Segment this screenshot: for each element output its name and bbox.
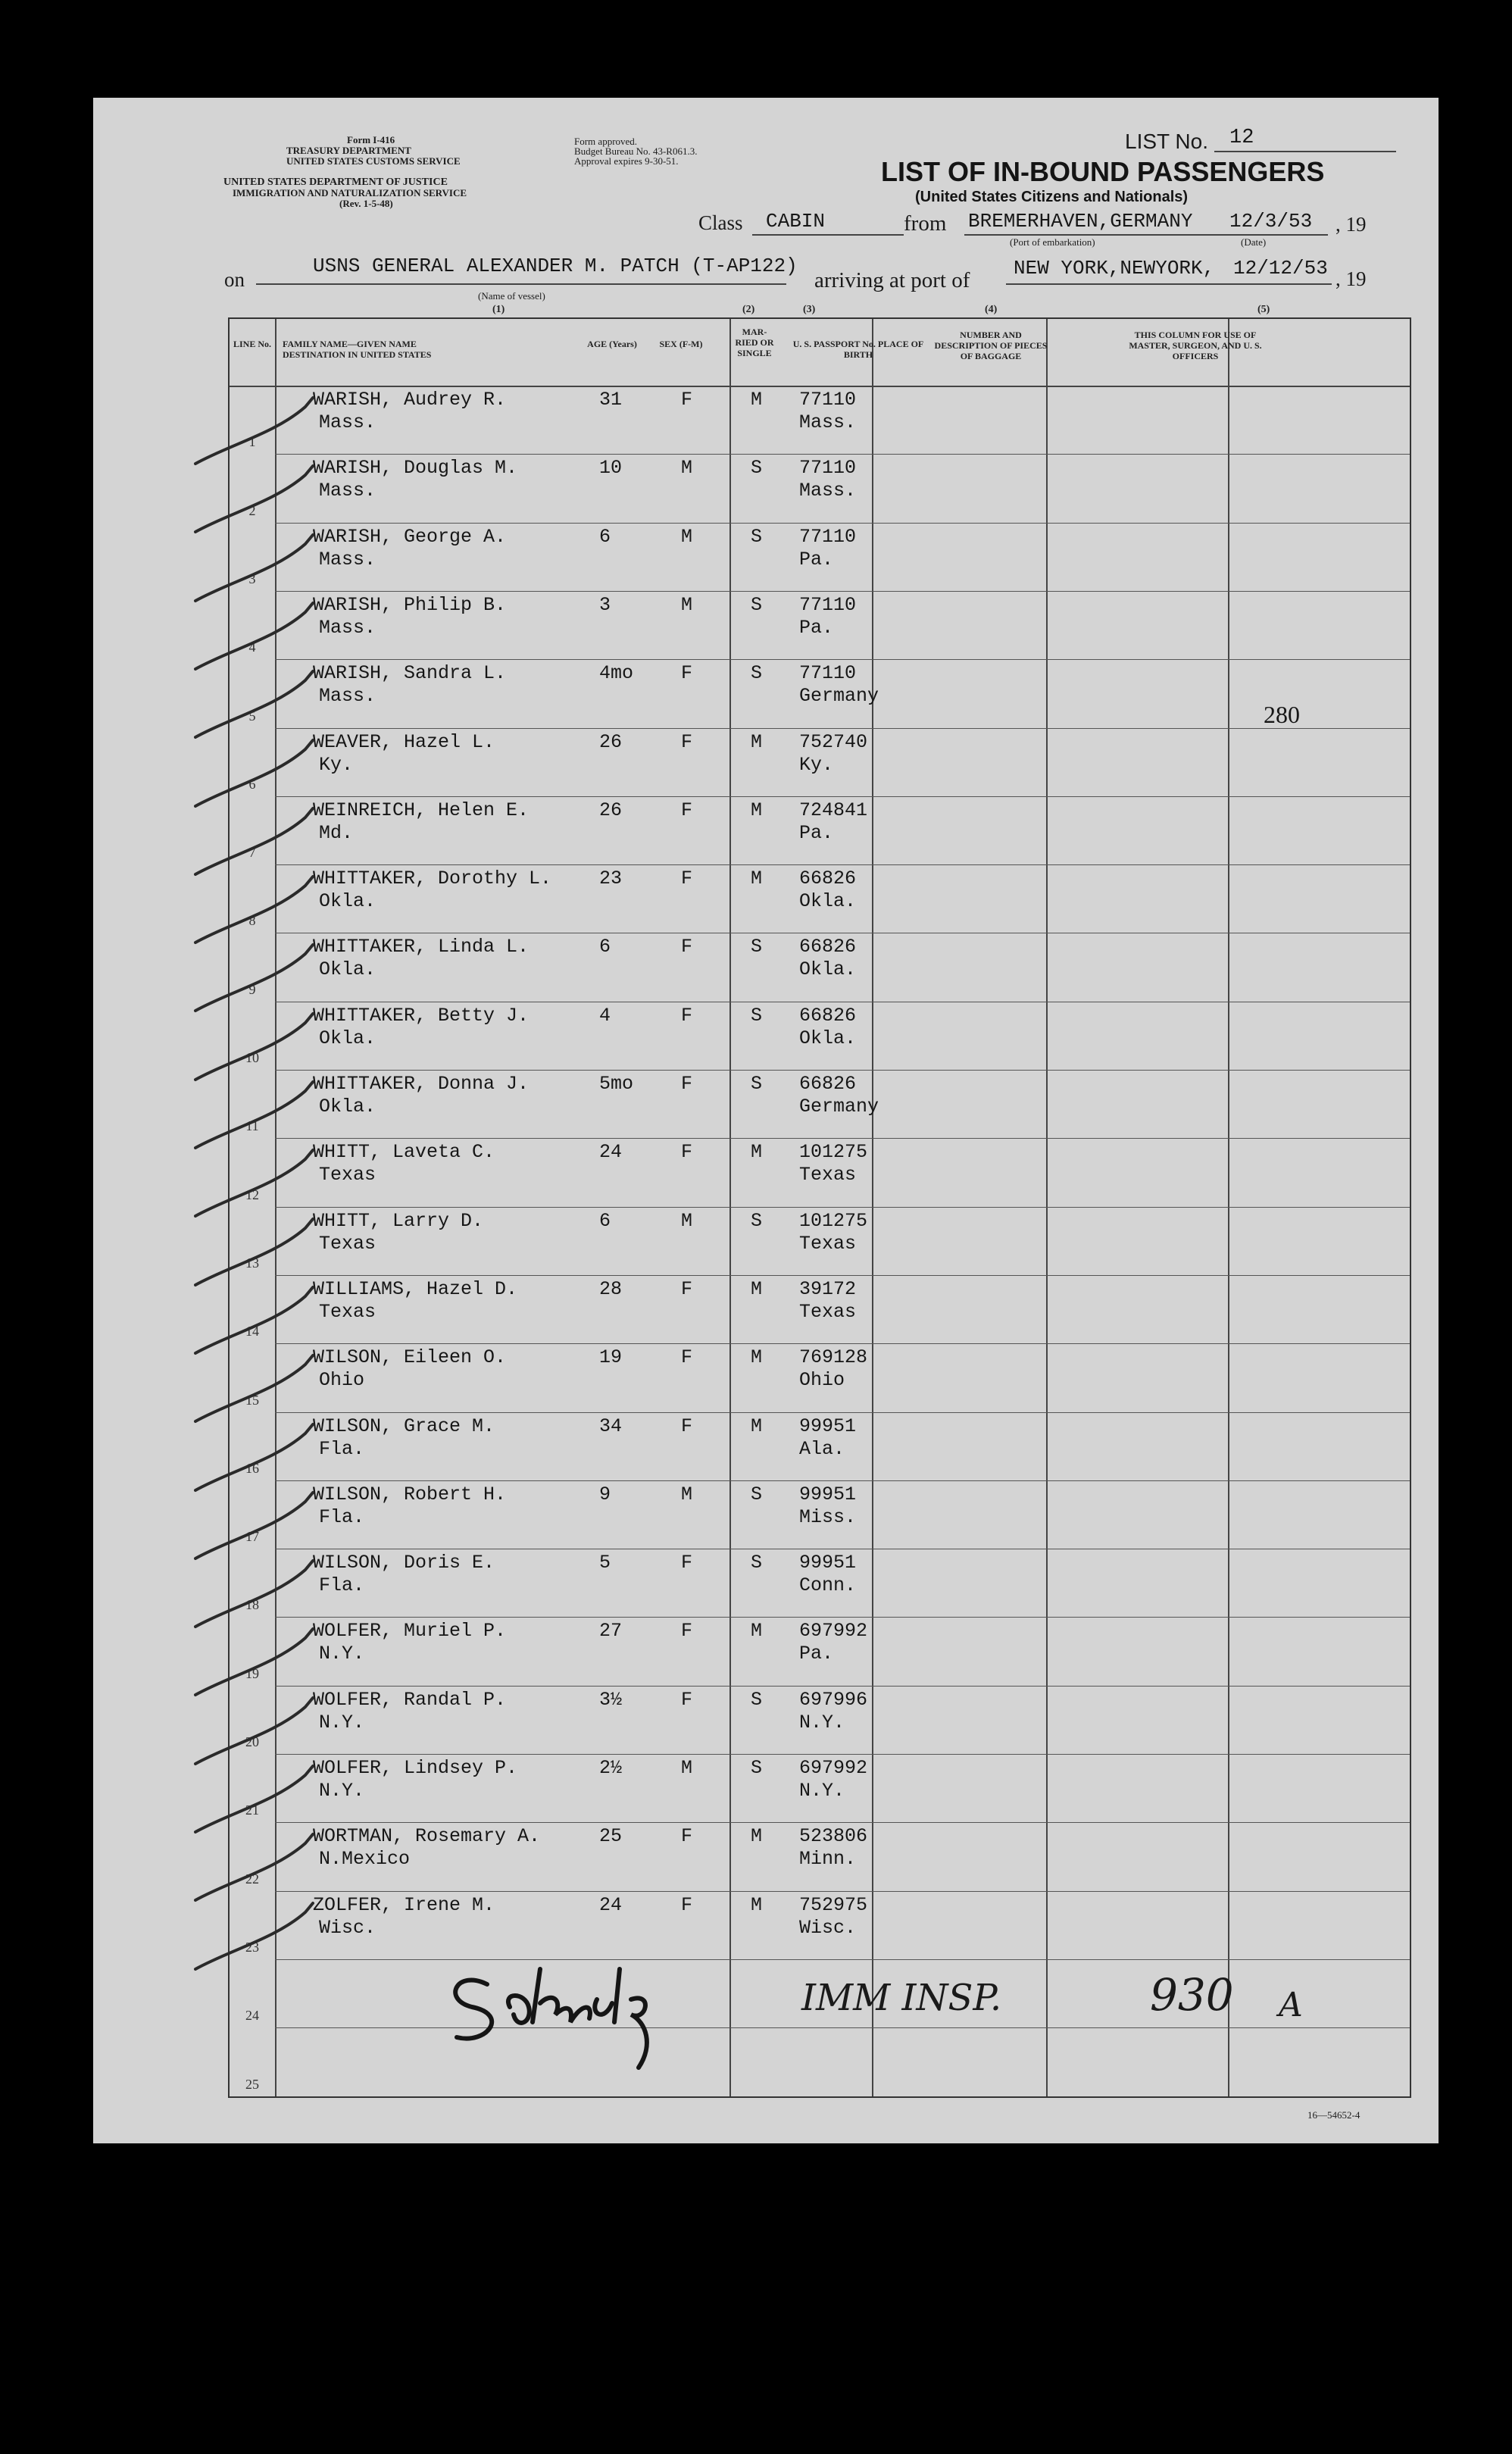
date-caption: (Date) [1241,236,1267,248]
passenger-age: 3½ [599,1688,623,1711]
passenger-age: 34 [599,1415,623,1437]
form-revision: (Rev. 1-5-48) [339,198,393,209]
passenger-age: 19 [599,1346,623,1369]
passenger-sex: F [681,1277,693,1300]
header-age: AGE (Years) [587,339,637,349]
passport-number: 697992 [799,1620,868,1643]
row-divider [275,1207,1410,1208]
inspector-note: IMM INSP. [801,1977,1002,2019]
row-divider [275,1412,1410,1413]
passenger-marital-status: M [751,1346,763,1369]
passenger-sex: M [681,525,693,548]
passenger-age: 6 [599,525,611,548]
row-divider [275,1343,1410,1344]
embarkation-port: BREMERHAVEN,GERMANY [968,210,1193,233]
class-underline [752,234,904,236]
passenger-age: 9 [599,1483,611,1505]
place-of-birth: N.Y. [799,1711,845,1733]
passenger-sex: F [681,1004,693,1027]
place-of-birth: Pa. [799,1643,834,1665]
row-divider [275,1138,1410,1139]
from-underline [964,234,1328,236]
passenger-sex: F [681,1825,693,1848]
passenger-destination: Mass. [319,480,376,502]
passport-number: 697992 [799,1757,868,1779]
place-of-birth: Ohio [799,1369,845,1392]
header-passport: U. S. PASSPORT No. PLACE OF BIRTH [792,339,924,360]
place-of-birth: Conn. [799,1574,857,1597]
passenger-name: WOLFER, Muriel P. [313,1620,507,1643]
passenger-destination: Okla. [319,890,376,913]
header-sex: SEX (F-M) [659,339,703,349]
row-divider [275,1617,1410,1618]
passenger-destination: N.Y. [319,1643,365,1665]
place-of-birth: Miss. [799,1505,857,1528]
line-number: 2 [248,502,256,518]
list-number-underline [1214,151,1396,152]
passenger-sex: F [681,662,693,685]
passenger-name: WHITTAKER, Betty J. [313,1004,530,1027]
passenger-name: WILSON, Doris E. [313,1552,495,1574]
passenger-marital-status: S [751,1757,763,1779]
line-number: 15 [245,1392,259,1408]
passenger-name: WHITTAKER, Dorothy L. [313,867,552,890]
passenger-destination: N.Mexico [319,1848,411,1871]
class-label: Class [698,211,743,234]
passenger-name: WILLIAMS, Hazel D. [313,1277,518,1300]
row-divider [275,1822,1410,1823]
line-number: 8 [248,913,256,929]
line-number: 7 [248,845,256,861]
agency-line: TREASURY DEPARTMENT [286,145,411,156]
passport-number: 99951 [799,1415,857,1437]
passport-number: 66826 [799,1004,857,1027]
column-number: (1) [492,304,505,315]
passenger-sex: F [681,1552,693,1574]
passport-number: 77110 [799,525,857,548]
passenger-name: WOLFER, Lindsey P. [313,1757,518,1779]
passenger-destination: Okla. [319,1096,376,1118]
passenger-destination: Texas [319,1300,376,1323]
passenger-destination: Okla. [319,1027,376,1049]
place-of-birth: Germany [799,685,879,708]
passenger-name: WOLFER, Randal P. [313,1688,507,1711]
passenger-marital-status: M [751,389,763,411]
line-number: 11 [245,1118,259,1134]
line-number: 4 [248,639,256,655]
place-of-birth: Mass. [799,411,857,433]
passenger-marital-status: S [751,1209,763,1232]
line-number: 18 [245,1597,259,1613]
passenger-destination: Mass. [319,616,376,639]
place-of-birth: Texas [799,1300,857,1323]
list-number: 12 [1229,127,1254,149]
passenger-name: WILSON, Robert H. [313,1483,507,1505]
port-caption: (Port of embarkation) [1010,236,1095,248]
passenger-destination: N.Y. [319,1780,365,1802]
passenger-marital-status: M [751,1141,763,1164]
header-baggage: NUMBER AND DESCRIPTION OF PIECES OF BAGGAGE [934,330,1048,361]
line-number: 19 [245,1665,259,1681]
passenger-marital-status: S [751,593,763,616]
line-number: 20 [245,1734,259,1749]
agency-line: IMMIGRATION AND NATURALIZATION SERVICE [233,187,467,199]
line-number: 5 [248,708,256,724]
passport-number: 77110 [799,593,857,616]
passenger-marital-status: S [751,936,763,958]
passenger-marital-status: M [751,1893,763,1916]
column-number: (4) [985,304,998,315]
passenger-age: 10 [599,457,623,480]
on-label: on [224,268,245,291]
line-number: 12 [245,1186,259,1202]
line-number: 22 [245,1871,259,1887]
page-subtitle: (United States Citizens and Nationals) [915,189,1189,205]
arrival-underline [1006,283,1332,285]
passenger-destination: Okla. [319,958,376,981]
passport-number: 769128 [799,1346,868,1369]
passenger-age: 6 [599,936,611,958]
place-of-birth: Wisc. [799,1916,857,1939]
passport-number: 697996 [799,1688,868,1711]
passenger-name: WEINREICH, Helen E. [313,799,530,821]
passenger-marital-status: M [751,1415,763,1437]
passenger-name: WARISH, Sandra L. [313,662,507,685]
passenger-name: WARISH, Audrey R. [313,389,507,411]
place-of-birth: Okla. [799,890,857,913]
place-of-birth: Pa. [799,616,834,639]
passenger-age: 26 [599,799,623,821]
passenger-sex: F [681,1620,693,1643]
passenger-age: 26 [599,730,623,753]
passenger-destination: Mass. [319,411,376,433]
place-of-birth: Minn. [799,1848,857,1871]
passenger-destination: Ohio [319,1369,365,1392]
passport-number: 101275 [799,1209,868,1232]
class-value: CABIN [766,210,826,233]
passenger-name: WILSON, Eileen O. [313,1346,507,1369]
passenger-table [228,317,1411,2098]
place-of-birth: Ky. [799,753,834,776]
passenger-destination: Md. [319,821,354,844]
row-divider [275,591,1410,592]
passport-number: 99951 [799,1483,857,1505]
stamp-number: 280 [1264,701,1300,728]
passenger-sex: F [681,1073,693,1095]
passenger-marital-status: S [751,1004,763,1027]
passport-number: 66826 [799,867,857,890]
place-of-birth: Texas [799,1164,857,1186]
place-of-birth: Pa. [799,821,834,844]
footer-code: 16—54652-4 [1307,2109,1360,2121]
passenger-sex: M [681,1757,693,1779]
passenger-name: WHITTAKER, Linda L. [313,936,530,958]
header-line-no: LINE No. [233,339,271,349]
passport-number: 77110 [799,389,857,411]
line-number: 14 [245,1324,259,1340]
passenger-name: WARISH, Philip B. [313,593,507,616]
passenger-sex: F [681,389,693,411]
passenger-name: WEAVER, Hazel L. [313,730,495,753]
passenger-name: WILSON, Grace M. [313,1415,495,1437]
arrival-port: NEW YORK,NEWYORK, [1014,257,1215,280]
place-of-birth: Pa. [799,548,834,571]
passenger-sex: M [681,593,693,616]
arrival-date: 12/12/53 [1233,257,1328,280]
approval-line: Budget Bureau No. 43-R061.3. [574,145,698,157]
passenger-marital-status: S [751,1073,763,1095]
passenger-marital-status: S [751,1483,763,1505]
passenger-sex: M [681,1483,693,1505]
passport-number: 99951 [799,1552,857,1574]
passenger-destination: N.Y. [319,1711,365,1733]
passenger-name: WARISH, Douglas M. [313,457,518,480]
passenger-age: 2½ [599,1757,623,1779]
place-of-birth: Texas [799,1232,857,1255]
passenger-age: 4mo [599,662,634,685]
row-divider [275,1891,1410,1892]
vessel-name: USNS GENERAL ALEXANDER M. PATCH (T-AP122) [313,255,798,277]
row-divider [275,523,1410,524]
line-number: 23 [245,1939,259,1955]
place-of-birth: Ala. [799,1437,845,1460]
row-divider [275,1754,1410,1755]
list-number-label: LIST No. [1125,130,1208,153]
embarkation-date: 12/3/53 [1229,210,1313,233]
row-divider [275,728,1410,729]
passenger-age: 27 [599,1620,623,1643]
row-divider [275,1686,1410,1687]
year-label: , 19 [1335,267,1367,290]
line-number: 13 [245,1255,259,1271]
row-divider [275,659,1410,660]
row-divider [275,1275,1410,1276]
line-number: 9 [248,981,256,997]
passenger-destination: Fla. [319,1505,365,1528]
header-name: FAMILY NAME—GIVEN NAME DESTINATION IN UNITED STATES [283,339,432,360]
passport-number: 724841 [799,799,868,821]
passenger-sex: F [681,1415,693,1437]
from-label: from [904,211,947,236]
passenger-sex: F [681,1141,693,1164]
passenger-destination: Wisc. [319,1916,376,1939]
line-number: 10 [245,1050,259,1065]
line-number: 21 [245,1802,259,1818]
passenger-marital-status: M [751,1277,763,1300]
place-of-birth: Okla. [799,958,857,981]
passenger-marital-status: S [751,457,763,480]
approval-line: Form approved. [574,136,638,147]
agency-line: UNITED STATES CUSTOMS SERVICE [286,155,461,167]
passenger-marital-status: M [751,730,763,753]
passenger-marital-status: M [751,1825,763,1848]
document-page [93,98,1439,2143]
passenger-destination: Texas [319,1164,376,1186]
row-divider [275,454,1410,455]
passenger-destination: Mass. [319,548,376,571]
passport-number: 752975 [799,1893,868,1916]
row-divider [275,864,1410,865]
vessel-underline [256,283,786,285]
passenger-sex: F [681,867,693,890]
passenger-sex: M [681,457,693,480]
time-note: 930 [1150,1969,1234,2021]
line-number: 3 [248,571,256,586]
passenger-age: 28 [599,1277,623,1300]
line-number: 6 [248,776,256,792]
form-number: Form I-416 [347,134,395,145]
vessel-caption: (Name of vessel) [478,290,545,302]
column-number: (5) [1257,304,1270,315]
passenger-sex: M [681,1209,693,1232]
line-number: 24 [245,2008,259,2024]
passenger-name: WORTMAN, Rosemary A. [313,1825,541,1848]
place-of-birth: N.Y. [799,1780,845,1802]
passenger-marital-status: S [751,1688,763,1711]
passenger-age: 25 [599,1825,623,1848]
passport-number: 77110 [799,662,857,685]
line-number: 1 [248,434,256,450]
passenger-marital-status: M [751,1620,763,1643]
passenger-destination: Texas [319,1232,376,1255]
passenger-marital-status: S [751,525,763,548]
passenger-destination: Ky. [319,753,354,776]
passport-number: 66826 [799,936,857,958]
row-divider [275,1480,1410,1481]
row-divider [275,796,1410,797]
passenger-sex: F [681,1893,693,1916]
place-of-birth: Mass. [799,480,857,502]
page-title: LIST OF IN-BOUND PASSENGERS [881,156,1325,187]
passenger-name: ZOLFER, Irene M. [313,1893,495,1916]
check-mark [192,1897,336,1980]
passenger-marital-status: M [751,799,763,821]
passenger-sex: F [681,799,693,821]
passenger-marital-status: S [751,662,763,685]
passport-number: 101275 [799,1141,868,1164]
passport-number: 752740 [799,730,868,753]
passenger-sex: F [681,1688,693,1711]
passport-number: 66826 [799,1073,857,1095]
passenger-age: 4 [599,1004,611,1027]
passenger-age: 5 [599,1552,611,1574]
passport-number: 523806 [799,1825,868,1848]
passenger-name: WARISH, George A. [313,525,507,548]
passenger-name: WHITT, Laveta C. [313,1141,495,1164]
passenger-age: 24 [599,1893,623,1916]
line-number: 17 [245,1529,259,1545]
passenger-sex: F [681,730,693,753]
passenger-sex: F [681,936,693,958]
passenger-age: 5mo [599,1073,634,1095]
passenger-name: WHITTAKER, Donna J. [313,1073,530,1095]
row-divider [275,1070,1410,1071]
approval-line: Approval expires 9-30-51. [574,155,679,167]
agency-line: UNITED STATES DEPARTMENT OF JUSTICE [223,177,448,188]
passenger-age: 31 [599,389,623,411]
passenger-age: 3 [599,593,611,616]
passenger-destination: Fla. [319,1574,365,1597]
passenger-age: 6 [599,1209,611,1232]
passport-number: 77110 [799,457,857,480]
passport-number: 39172 [799,1277,857,1300]
year-label: , 19 [1335,213,1367,236]
passenger-age: 23 [599,867,623,890]
place-of-birth: Germany [799,1096,879,1118]
column-number: (2) [742,304,755,315]
passenger-destination: Fla. [319,1437,365,1460]
header-officers: THIS COLUMN FOR USE OF MASTER, SURGEON, AND U. S. OFFICERS [1129,330,1262,361]
passenger-sex: F [681,1346,693,1369]
passenger-age: 24 [599,1141,623,1164]
line-number: 16 [245,1460,259,1476]
header-married: MAR-RIED OR SINGLE [735,327,774,358]
arriving-label: arriving at port of [814,268,970,292]
place-of-birth: Okla. [799,1027,857,1049]
line-number: 25 [245,2076,259,2092]
passenger-marital-status: S [751,1552,763,1574]
inspector-signature [442,1939,760,2075]
time-suffix: A [1279,1986,1303,2024]
passenger-name: WHITT, Larry D. [313,1209,484,1232]
column-number: (3) [803,304,816,315]
passenger-destination: Mass. [319,685,376,708]
passenger-marital-status: M [751,867,763,890]
